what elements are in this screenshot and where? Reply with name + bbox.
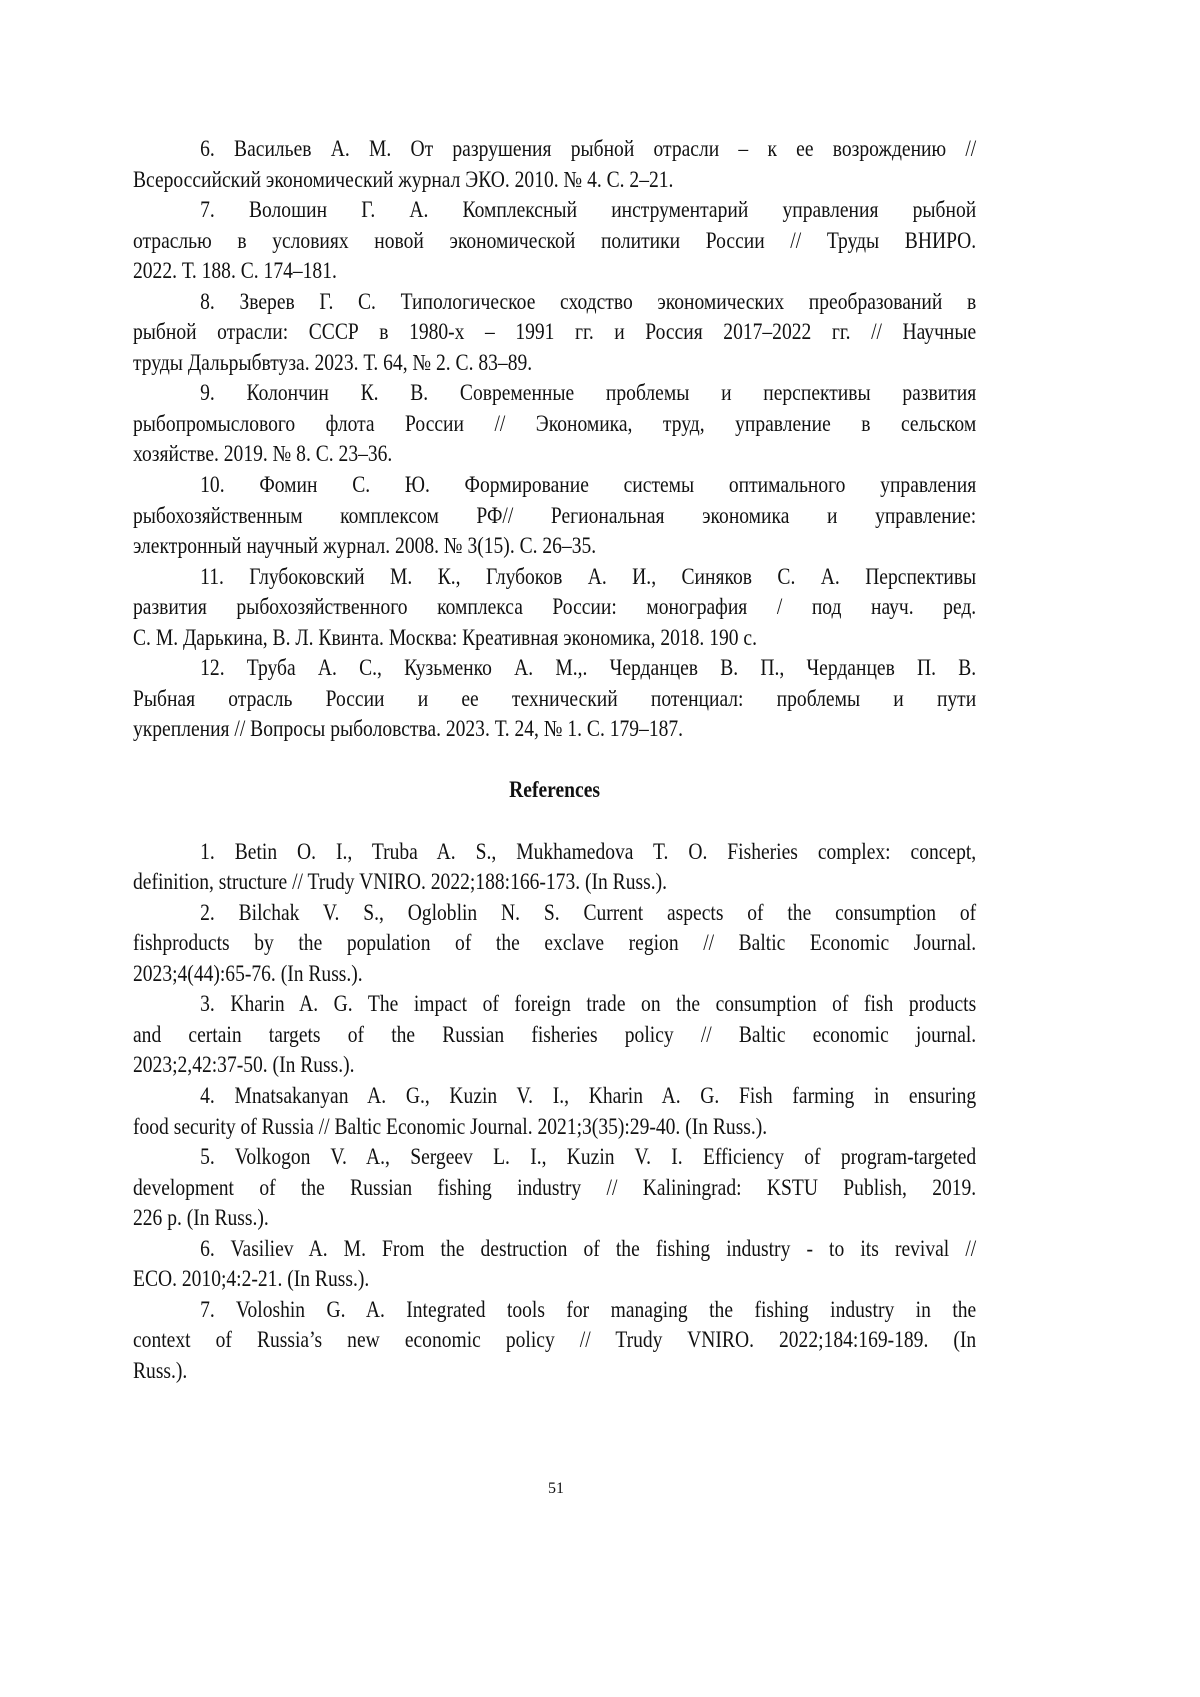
reference-entry	[133, 195, 976, 287]
reference-line: отраслью в условиях новой экономической политики России // Труды ВНИРО.	[133, 226, 976, 257]
reference-entry	[133, 989, 976, 1081]
reference-line: development of the Russian fishing industry // Kaliningrad: KSTU Publish, 2019.	[133, 1173, 976, 1204]
reference-line: электронный научный журнал. 2008. № 3(15). С. 26–35.	[133, 531, 976, 562]
reference-entry	[133, 1142, 976, 1234]
reference-entry	[133, 470, 976, 562]
reference-entry	[133, 653, 976, 745]
russian-reference-list	[133, 134, 976, 745]
reference-line: 6. Васильев А. М. От разрушения рыбной отрасли – к ее возрождению //	[133, 134, 976, 165]
reference-entry	[133, 1295, 976, 1387]
reference-line: 2023;2,42:37-50. (In Russ.).	[133, 1050, 976, 1081]
reference-line: 1. Betin O. I., Truba A. S., Mukhamedova T. O. Fisheries complex: concept,	[133, 837, 976, 868]
reference-line: труды Дальрыбвтуза. 2023. Т. 64, № 2. С. 83–89.	[133, 348, 976, 379]
reference-line: 3. Kharin A. G. The impact of foreign trade on the consumption of fish products	[133, 989, 976, 1020]
reference-line: ECO. 2010;4:2-21. (In Russ.).	[133, 1264, 976, 1295]
reference-line: рыбохозяйственным комплексом РФ// Региональная экономика и управление:	[133, 501, 976, 532]
reference-line: рыбной отрасли: СССР в 1980-х – 1991 гг. и Россия 2017–2022 гг. // Научные	[133, 317, 976, 348]
reference-line: укрепления // Вопросы рыболовства. 2023. Т. 24, № 1. С. 179–187.	[133, 714, 976, 745]
reference-line: С. М. Дарькина, В. Л. Квинта. Москва: Креативная экономика, 2018. 190 с.	[133, 623, 976, 654]
reference-line: 4. Mnatsakanyan A. G., Kuzin V. I., Kharin A. G. Fish farming in ensuring	[133, 1081, 976, 1112]
reference-line: 6. Vasiliev A. M. From the destruction of the fishing industry - to its revival //	[133, 1234, 976, 1265]
reference-line: 5. Volkogon V. A., Sergeev L. I., Kuzin V. I. Efficiency of program-targeted	[133, 1142, 976, 1173]
reference-entry	[133, 562, 976, 654]
reference-entry	[133, 287, 976, 379]
reference-line: 2022. Т. 188. С. 174–181.	[133, 256, 976, 287]
reference-line: 226 p. (In Russ.).	[133, 1203, 976, 1234]
reference-line: fishproducts by the population of the exclave region // Baltic Economic Journal.	[133, 928, 976, 959]
reference-line: 2. Bilchak V. S., Ogloblin N. S. Current aspects of the consumption of	[133, 898, 976, 929]
reference-line: 2023;4(44):65-76. (In Russ.).	[133, 959, 976, 990]
reference-line: 8. Зверев Г. С. Типологическое сходство экономических преобразований в	[133, 287, 976, 318]
reference-line: definition, structure // Trudy VNIRO. 2022;188:166-173. (In Russ.).	[133, 867, 976, 898]
reference-line: Russ.).	[133, 1356, 976, 1387]
reference-line: food security of Russia // Baltic Economic Journal. 2021;3(35):29-40. (In Russ.).	[133, 1112, 976, 1143]
reference-line: хозяйстве. 2019. № 8. С. 23–36.	[133, 439, 976, 470]
reference-entry	[133, 1234, 976, 1295]
reference-line: and certain targets of the Russian fisheries policy // Baltic economic journal.	[133, 1020, 976, 1051]
document-page	[133, 134, 976, 1386]
reference-entry	[133, 1081, 976, 1142]
references-heading: References	[133, 775, 976, 806]
reference-line: context of Russia’s new economic policy // Trudy VNIRO. 2022;184:169-189. (In	[133, 1325, 976, 1356]
english-reference-list	[133, 837, 976, 1387]
reference-line: развития рыбохозяйственного комплекса России: монография / под науч. ред.	[133, 592, 976, 623]
reference-line: 7. Voloshin G. A. Integrated tools for managing the fishing industry in the	[133, 1295, 976, 1326]
reference-entry	[133, 898, 976, 990]
reference-line: Рыбная отрасль России и ее технический потенциал: проблемы и пути	[133, 684, 976, 715]
reference-line: 12. Труба А. С., Кузьменко А. М.,. Черданцев В. П., Черданцев П. В.	[133, 653, 976, 684]
reference-line: 10. Фомин С. Ю. Формирование системы оптимального управления	[133, 470, 976, 501]
reference-entry	[133, 378, 976, 470]
page-number: 51	[0, 1480, 1112, 1498]
reference-line: рыбопромыслового флота России // Экономика, труд, управление в сельском	[133, 409, 976, 440]
reference-line: Всероссийский экономический журнал ЭКО. 2010. № 4. С. 2–21.	[133, 165, 976, 196]
reference-line: 7. Волошин Г. А. Комплексный инструментарий управления рыбной	[133, 195, 976, 226]
reference-line: 9. Колончин К. В. Современные проблемы и перспективы развития	[133, 378, 976, 409]
reference-entry	[133, 837, 976, 898]
reference-entry	[133, 134, 976, 195]
reference-line: 11. Глубоковский М. К., Глубоков А. И., Синяков С. А. Перспективы	[133, 562, 976, 593]
